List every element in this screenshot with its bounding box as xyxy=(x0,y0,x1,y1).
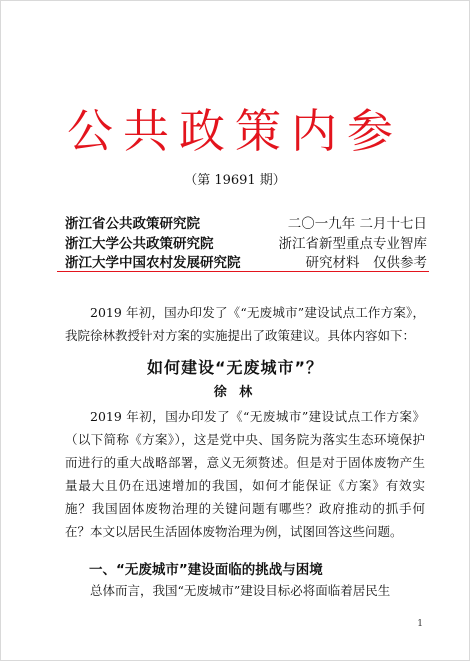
issue-number: （第 19691 期） xyxy=(184,173,286,188)
header-row xyxy=(65,254,427,272)
page-number: 1 xyxy=(417,619,423,629)
institution-name: 浙江大学公共政策研究院 xyxy=(65,236,214,252)
header-row xyxy=(65,215,427,233)
body-paragraph: 2019 年初，国办印发了《“无废城市”建设试点工作方案》（以下简称《方案》），这是党中央、国务院为落实生态环境保护而进行的重大战略部署，意义无须赘述。但是对于固体废物产生量最大且仍在迅速增加的我国，如何才能保证《方案》有效实施？我国固体废物治理的关键问题有哪些？政府推动的抓手何在？本文以居民生活固体废物治理为例，试图回答这些问题。 xyxy=(65,409,425,539)
article-title: 如何建设“无废城市”？ xyxy=(146,358,324,377)
institution-name: 浙江省公共政策研究院 xyxy=(65,216,200,232)
section-paragraph: 总体而言，我国“无废城市”建设目标必将面临着居民生 xyxy=(90,583,391,598)
institution-name: 浙江大学中国农村发展研究院 xyxy=(65,255,241,271)
section-heading: 一、“无废城市”建设面临的挑战与困境 xyxy=(89,562,323,578)
masthead-title: 公共政策内参 xyxy=(67,104,403,158)
header-note: 研究材料 仅供参考 xyxy=(305,255,427,271)
header-date: 二〇一九年 二月十七日 xyxy=(287,216,427,232)
article-author: 徐 林 xyxy=(213,385,257,400)
intro-paragraph: 2019 年初，国办印发了《“无废城市”建设试点工作方案》，我院徐林教授针对方案的实施提出了政策建议。具体内容如下： xyxy=(65,305,425,343)
header-divider xyxy=(57,271,429,272)
header-row xyxy=(65,235,427,253)
header-note: 浙江省新型重点专业智库 xyxy=(278,236,427,252)
